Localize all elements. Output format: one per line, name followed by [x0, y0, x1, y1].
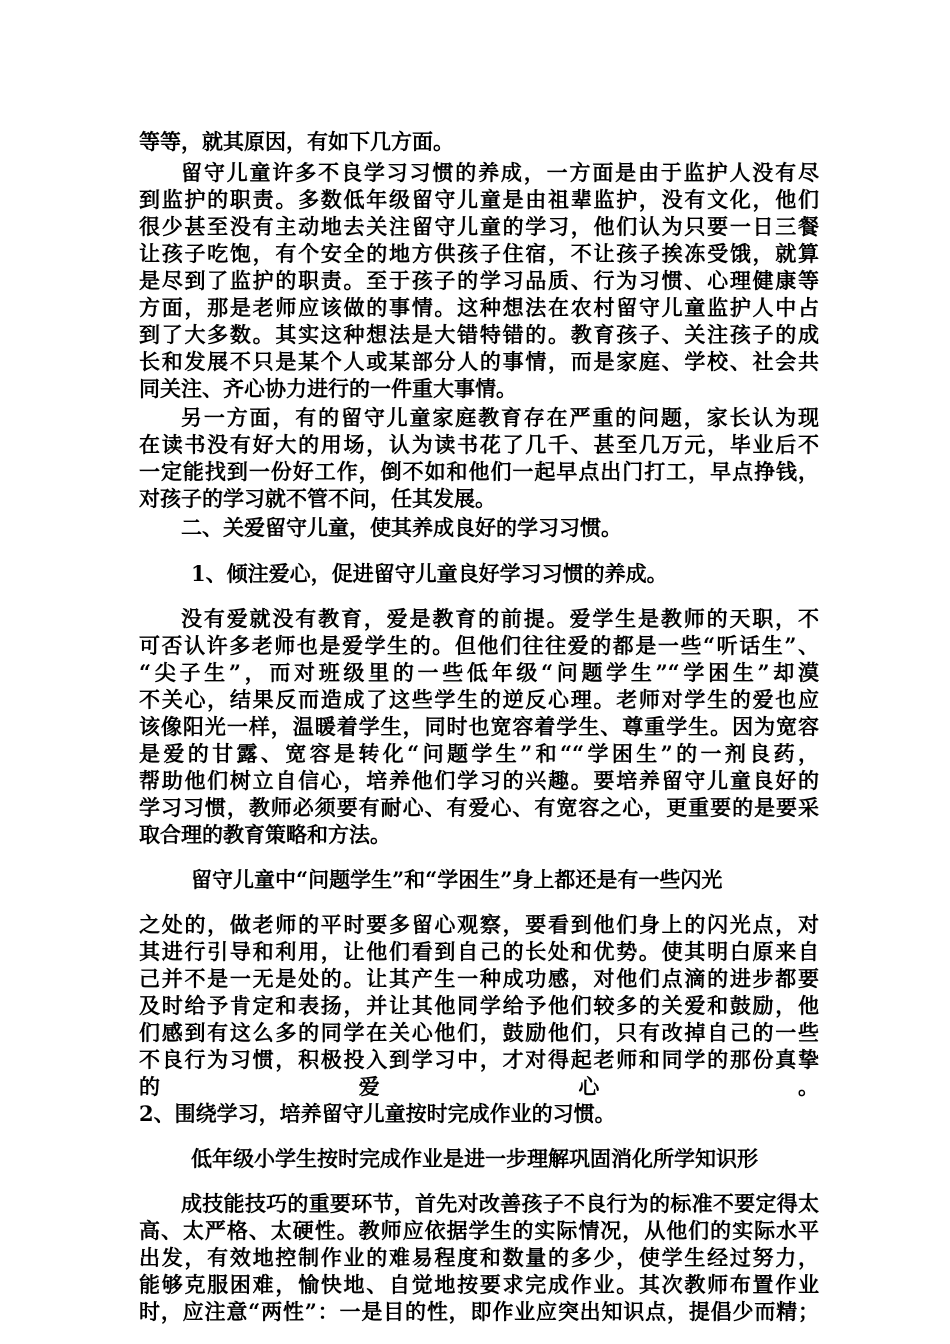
text-line: 长和发展不只是某个人或某部分人的事情，而是家庭、学校、社会共: [139, 349, 819, 374]
text-line: 到了大多数。其实这种想法是大错特错的。教育孩子、关注孩子的成: [139, 322, 819, 347]
text-line: 们感到有这么多的同学在关心他们，鼓励他们，只有改掉自己的一些: [139, 1020, 819, 1045]
text-line: 对孩子的学习就不管不问，任其发展。: [139, 486, 496, 511]
text-line: 其进行引导和利用，让他们看到自己的长处和优势。使其明白原来自: [139, 939, 819, 964]
text-line: 学习习惯，教师必须要有耐心、有爱心、有宽容之心，更重要的是要采: [139, 795, 819, 820]
text-line: 该像阳光一样，温暖着学生，同时也宽容着学生、尊重学生。因为宽容: [139, 714, 819, 739]
text-line: 高、太严格、太硬性。教师应依据学生的实际情况，从他们的实际水平: [139, 1218, 819, 1243]
text-line: 到监护的职责。多数低年级留守儿童是由祖辈监护，没有文化，他们: [139, 187, 819, 212]
text-line: 是尽到了监护的职责。至于孩子的学习品质、行为习惯、心理健康等: [139, 268, 819, 293]
text-line: 己并不是一无是处的。让其产生一种成功感，对他们点滴的进步都要: [139, 966, 819, 991]
paragraph-first-line: 留守儿童中“问题学生”和“学困生”身上都还是有一些闪光: [191, 867, 723, 892]
paragraph-first-line: 留守儿童许多不良学习习惯的养成，一方面是由于监护人没有尽: [181, 160, 819, 185]
subsection-heading: 1、倾注爱心，促进留守儿童良好学习习惯的养成。: [191, 561, 668, 586]
text-line: 及时给予肯定和表扬，并让其他同学给予他们较多的关爱和鼓励，他: [139, 993, 819, 1018]
text-line: 的爱心。: [139, 1074, 819, 1099]
text-line: 方面，那是老师应该做的事情。这种想法在农村留守儿童监护人中占: [139, 295, 819, 320]
text-line: 2、围绕学习，培养留守儿童按时完成作业的习惯。: [139, 1101, 616, 1126]
text-line: 之处的，做老师的平时要多留心观察，要看到他们身上的闪光点，对: [139, 912, 819, 937]
text-line: 等等，就其原因，有如下几方面。: [139, 129, 454, 154]
text-line: 在读书没有好大的用场，认为读书花了几千、甚至几万元，毕业后不: [139, 432, 819, 457]
text-line: 是爱的甘露、宽容是转化“问题学生”和““学困生”的一剂良药，: [139, 741, 819, 766]
text-line: 很少甚至没有主动地去关注留守儿童的学习，他们认为只要一日三餐: [139, 214, 819, 239]
text-line: 同关注、齐心协力进行的一件重大事情。: [139, 376, 517, 401]
text-line: 帮助他们树立自信心，培养他们学习的兴趣。要培养留守儿童良好的: [139, 768, 819, 793]
text-line: “尖子生”，而对班级里的一些低年级“问题学生”“学困生”却漠: [139, 660, 819, 685]
text-line: 可否认许多老师也是爱学生的。但他们往往爱的都是一些“听话生”、: [139, 633, 819, 658]
text-line: 不良行为习惯，积极投入到学习中，才对得起老师和同学的那份真挚: [139, 1047, 819, 1072]
paragraph-first-line: 成技能技巧的重要环节，首先对改善孩子不良行为的标准不要定得太: [181, 1191, 819, 1216]
text-line: 一定能找到一份好工作，倒不如和他们一起早点出门打工，早点挣钱，: [139, 459, 819, 484]
section-heading: 二、关爱留守儿童，使其养成良好的学习习惯。: [181, 515, 622, 540]
text-line: 让孩子吃饱，有个安全的地方供孩子住宿，不让孩子挨冻受饿，就算: [139, 241, 819, 266]
paragraph-first-line: 没有爱就没有教育，爱是教育的前提。爱学生是教师的天职，不: [181, 606, 819, 631]
paragraph-first-line: 另一方面，有的留守儿童家庭教育存在严重的问题，家长认为现: [181, 405, 819, 430]
text-line: 取合理的教育策略和方法。: [139, 822, 391, 847]
text-line: 能够克服困难，愉快地、自觉地按要求完成作业。其次教师布置作业: [139, 1272, 819, 1297]
text-line: 时，应注意“两性”：一是目的性，即作业应突出知识点，提倡少而精；: [139, 1299, 819, 1324]
text-line: 不关心，结果反而造成了这些学生的逆反心理。老师对学生的爱也应: [139, 687, 819, 712]
subsection-heading: 低年级小学生按时完成作业是进一步理解巩固消化所学知识形: [191, 1146, 758, 1171]
text-line: 出发，有效地控制作业的难易程度和数量的多少，使学生经过努力，: [139, 1245, 819, 1270]
